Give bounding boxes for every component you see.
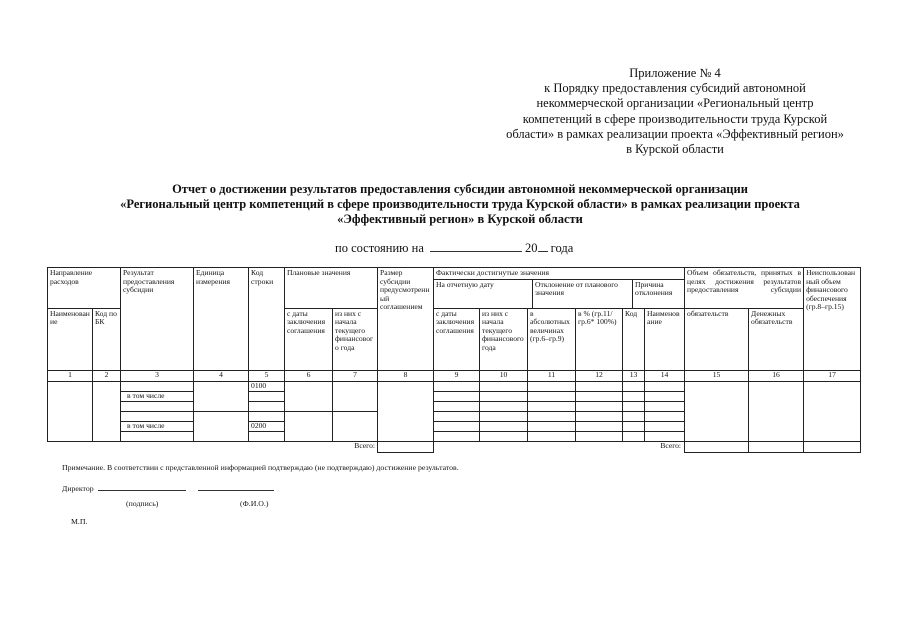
col-number: 4 [194,370,249,381]
header-actual-reporting: На отчетную дату [434,280,533,308]
col-number: 8 [378,370,434,381]
cell-planned-since-year[interactable] [333,411,378,441]
cell-actual-agreement[interactable] [434,391,480,401]
cell-actual-agreement[interactable] [434,421,480,431]
header-actual-since-year: из них с начала текущего финансового года [480,308,528,370]
cell-line-code[interactable] [249,431,285,441]
header-line-code: Код строки [249,268,285,371]
col-number: 9 [434,370,480,381]
col-number: 14 [645,370,685,381]
cell-reason-code[interactable] [623,431,645,441]
year-prefix: 20 [525,241,538,255]
cell-result-including: в том числе [121,421,194,431]
cell-line-code[interactable] [249,411,285,421]
cell-unit[interactable] [194,411,249,441]
appendix-line: области» в рамках реализации проекта «Эффективный регион» [506,126,844,141]
header-unused: Неиспользованный объем финансового обеспечения (гр.8–гр.15) [804,268,861,371]
year-blank[interactable] [538,240,548,252]
cell-dev-abs[interactable] [528,401,576,411]
fio-caption: (Ф.И.О.) [240,499,269,508]
col-number: 11 [528,370,576,381]
header-planned: Плановые значения [285,268,378,309]
cell-result[interactable] [121,431,194,441]
col-number: 13 [623,370,645,381]
note-text: Примечание. В соответствии с представленной информацией подтверждаю (не подтверждаю) достижение результатов. [62,463,459,472]
header-subsidy-size: Размер субсидии предусмотренный соглашением [378,268,434,371]
table-row [48,381,861,391]
cell-dev-pct[interactable] [576,391,623,401]
cell-reason-code[interactable] [623,421,645,431]
year-label: года [550,241,574,255]
cell-planned-agreement[interactable] [285,381,333,411]
cell-planned-since-year[interactable] [333,381,378,411]
totals-row [48,441,861,453]
cell-dev-abs[interactable] [528,411,576,421]
cell-reason-name[interactable] [645,381,685,391]
cell-dev-pct[interactable] [576,401,623,411]
header-actual-agreement: с даты заключения соглашения [434,308,480,370]
header-deviation-percent: в % (гр.11/гр.6* 100%) [576,308,623,370]
cell-actual-agreement[interactable] [434,411,480,421]
header-reason-code: Код [623,308,645,370]
appendix-line: некоммерческой организации «Региональный центр [536,96,814,111]
col-number: 15 [685,370,749,381]
cell-dev-abs[interactable] [528,431,576,441]
cell-reason-code[interactable] [623,401,645,411]
col-number: 2 [93,370,121,381]
cell-reason-name[interactable] [645,431,685,441]
cell-result-including: в том числе [121,391,194,401]
cell-result[interactable] [121,401,194,411]
cell-actual-since-year[interactable] [480,421,528,431]
cell-result[interactable] [121,411,194,421]
cell-dev-pct[interactable] [576,411,623,421]
cell-bk-code[interactable] [93,381,121,441]
cell-subsidy-size[interactable] [378,381,434,441]
fio-blank[interactable] [198,482,274,491]
cell-actual-agreement[interactable] [434,381,480,391]
col-number: 12 [576,370,623,381]
header-result: Результат предоставления субсидии [121,268,194,371]
director-label: Директор [62,484,94,493]
cell-subsidy-total[interactable] [378,441,434,453]
cell-line-code[interactable] [249,401,285,411]
header-reason: Причина отклонения [635,279,673,298]
date-blank[interactable] [430,240,522,252]
col-number: 17 [804,370,861,381]
cell-obligations-total[interactable] [685,441,749,453]
cell-actual-since-year[interactable] [480,391,528,401]
signature-caption: (подпись) [126,499,159,508]
total-label: Всего: [660,441,682,450]
cell-result[interactable] [121,381,194,391]
header-actual [434,268,685,309]
header-unit: Единица измерения [194,268,249,371]
cell-planned-agreement[interactable] [285,411,333,441]
header-direction: Направление расходов [48,268,121,309]
cell-line-code: 0200 [249,421,285,431]
title-line: «Региональный центр компетенций в сфере производительности труда Курской области» в рамках реализации проекта [120,197,800,211]
cell-dev-pct[interactable] [576,421,623,431]
col-number: 10 [480,370,528,381]
signature-blank[interactable] [98,482,186,491]
cell-unused-total[interactable] [804,441,861,453]
cell-reason-code[interactable] [623,411,645,421]
cell-line-code[interactable] [249,391,285,401]
stamp-label: М.П. [71,517,88,526]
cell-dev-pct[interactable] [576,431,623,441]
cell-monetary-total[interactable] [749,441,804,453]
cell-monetary[interactable] [749,381,804,441]
col-number: 6 [285,370,333,381]
total-label: Всего: [354,441,376,450]
cell-obligations[interactable] [685,381,749,441]
appendix-line: к Порядку предоставления субсидий автономной [544,81,806,96]
header-deviation: Отклонение от планового значения [533,280,633,308]
header-planned-since-year: из них с начала текущего финансового года [333,308,378,370]
appendix-line: в Курской области [626,142,724,157]
cell-actual-since-year[interactable] [480,431,528,441]
director-line [62,482,274,493]
cell-direction-name[interactable] [48,381,93,441]
cell-dev-pct[interactable] [576,381,623,391]
cell-reason-name[interactable] [645,411,685,421]
cell-reason-name[interactable] [645,421,685,431]
report-title [60,182,860,227]
cell-actual-since-year[interactable] [480,381,528,391]
cell-dev-abs[interactable] [528,381,576,391]
col-number: 7 [333,370,378,381]
cell-actual-since-year[interactable] [480,401,528,411]
column-number-row [48,370,861,381]
header-monetary: Денежных обязательств [749,308,804,370]
cell-dev-abs[interactable] [528,421,576,431]
header-obligations: Объем обязательств, принятых в целях достижения результатов предоставления субсидии [685,268,804,309]
appendix-line: компетенций в сфере производительности труда Курской [522,111,828,126]
col-number: 1 [48,370,93,381]
cell-reason-name[interactable] [645,391,685,401]
col-number: 5 [249,370,285,381]
cell-dev-abs[interactable] [528,391,576,401]
cell-actual-since-year[interactable] [480,411,528,421]
report-table [47,267,861,453]
cell-reason-code[interactable] [623,381,645,391]
cell-unused[interactable] [804,381,861,441]
appendix-number: Приложение № 4 [629,66,721,80]
header-actual-label: Фактически достигнутые значения [434,268,684,280]
header-reason-name: Наименование [645,308,685,370]
header-name: Наименование [48,308,93,370]
col-number: 3 [121,370,194,381]
as-of-label: по состоянию на [335,241,424,255]
as-of-date-line [335,240,573,256]
title-line: Отчет о достижении результатов предоставления субсидии автономной некоммерческой организации [172,182,748,196]
header-deviation-absolute: в абсолютных величинах (гр.6–гр.9) [528,308,576,370]
cell-actual-agreement[interactable] [434,401,480,411]
cell-unit[interactable] [194,381,249,411]
title-line: «Эффективный регион» в Курской области [337,212,583,226]
header-obligations-sub: обязательств [685,308,749,370]
cell-reason-code[interactable] [623,391,645,401]
cell-reason-name[interactable] [645,401,685,411]
header-bk-code: Код по БК [93,308,121,370]
cell-line-code: 0100 [249,381,285,391]
appendix-header [470,66,880,157]
header-planned-agreement: с даты заключения соглашения [285,308,333,370]
col-number: 16 [749,370,804,381]
cell-actual-agreement[interactable] [434,431,480,441]
